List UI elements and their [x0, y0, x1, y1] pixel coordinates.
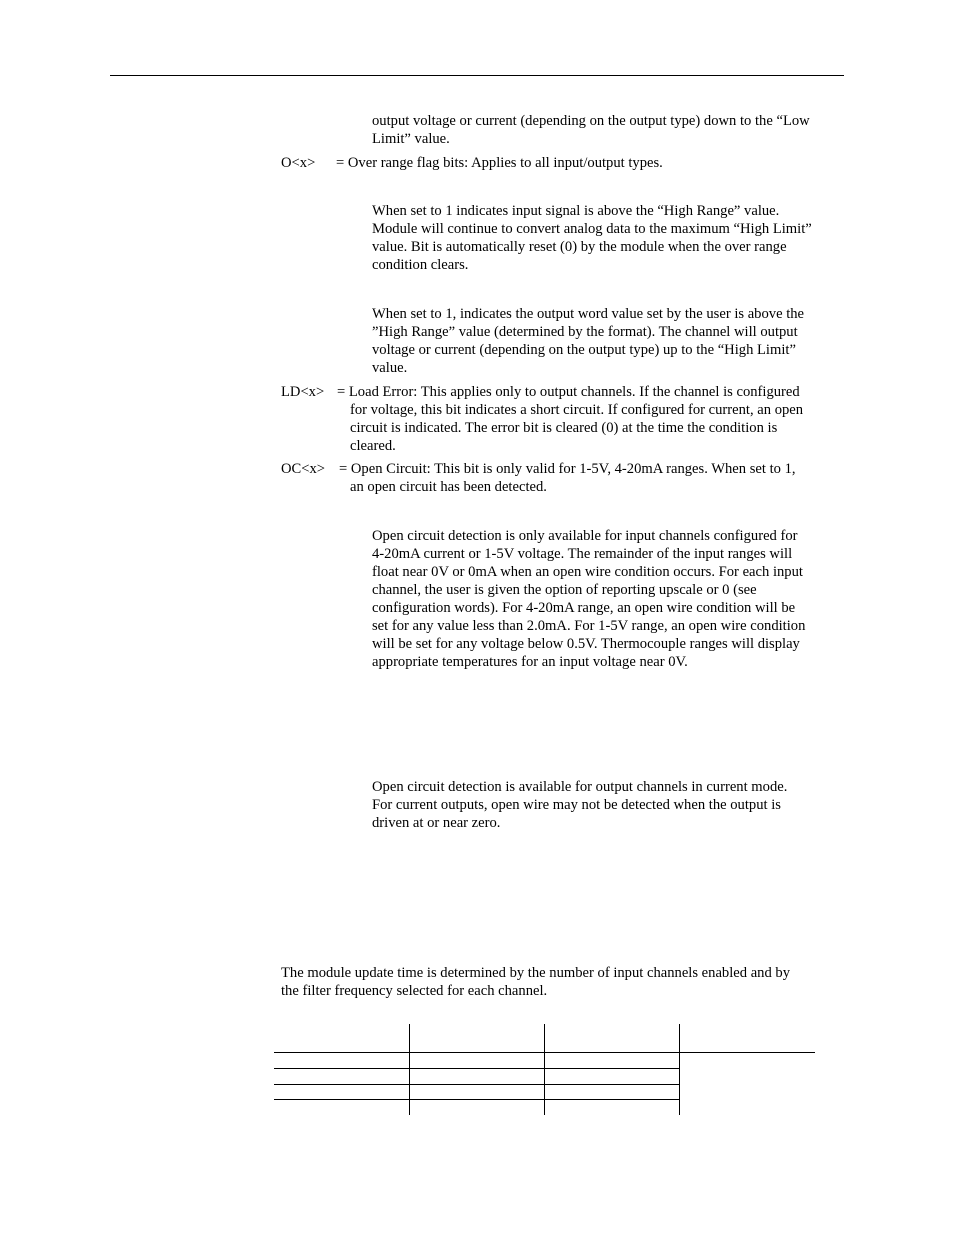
text-line: an open circuit has been detected. — [350, 479, 547, 495]
text-line: value. Bit is automatically reset (0) by the module when the over range — [372, 239, 787, 255]
table-row-divider — [274, 1084, 679, 1085]
table-row-divider — [274, 1052, 815, 1053]
update-time-paragraph — [281, 964, 790, 1000]
open-circuit-input-description — [372, 527, 805, 671]
over-range-label: O<x> — [281, 155, 316, 171]
text-line: will be set for any voltage below 0.5V. Thermocouple ranges will display — [372, 636, 800, 652]
text-line: cleared. — [350, 438, 396, 454]
open-circuit-continuation — [350, 478, 547, 496]
text-line: configuration words). For 4-20mA range, an open wire condition will be — [372, 600, 796, 616]
load-error-continuation — [350, 401, 803, 455]
text-line: voltage or current (depending on the output type) up to the “High Limit” — [372, 342, 796, 358]
open-circuit-label: OC<x> — [281, 461, 326, 477]
text-line: For current outputs, open wire may not be detected when the output is — [372, 797, 781, 813]
text-line: driven at or near zero. — [372, 815, 501, 831]
load-error-label: LD<x> — [281, 384, 325, 400]
over-range-input-description — [372, 202, 812, 274]
over-range-output-description — [372, 305, 804, 377]
text-line: 4-20mA current or 1-5V voltage. The remainder of the input ranges will — [372, 546, 793, 562]
text-line: channel, the user is given the option of reporting upscale or 0 (see — [372, 582, 757, 598]
text-line: set for any value less than 2.0mA. For 1-5V range, an open wire condition — [372, 618, 806, 634]
text-line: condition clears. — [372, 257, 469, 273]
text-line: Open circuit detection is available for output channels in current mode. — [372, 779, 788, 795]
table-row-divider — [274, 1099, 679, 1100]
text-line: circuit is indicated. The error bit is cleared (0) at the time the condition is — [350, 420, 778, 436]
under-range-continuation — [372, 112, 810, 148]
text-line: When set to 1, indicates the output word value set by the user is above the — [372, 306, 805, 322]
open-circuit-definition: = Open Circuit: This bit is only valid for 1-5V, 4-20mA ranges. When set to 1, — [339, 461, 796, 477]
text-line: The module update time is determined by the number of input channels enabled and by — [281, 965, 791, 981]
over-range-definition: = Over range flag bits: Applies to all input/output types. — [336, 155, 663, 171]
text-line: float near 0V or 0mA when an open wire condition occurs. For each input — [372, 564, 803, 580]
text-line: ”High Range” value (determined by the format). The channel will output — [372, 324, 798, 340]
open-circuit-output-description — [372, 778, 787, 832]
text-line: value. — [372, 360, 408, 376]
load-error-definition: = Load Error: This applies only to output channels. If the channel is configured — [337, 384, 800, 400]
text-line: Open circuit detection is only available for input channels configured for — [372, 528, 798, 544]
text-line: When set to 1 indicates input signal is above the “High Range” value. — [372, 203, 780, 219]
text-line: Module will continue to convert analog data to the maximum “High Limit” — [372, 221, 812, 237]
table-row-divider — [274, 1068, 679, 1069]
text-line: appropriate temperatures for an input voltage near 0V. — [372, 654, 688, 670]
text-line: Limit” value. — [372, 131, 450, 147]
table-column-divider — [679, 1024, 680, 1115]
table-column-divider — [409, 1024, 410, 1115]
table-column-divider — [544, 1024, 545, 1115]
header-rule — [110, 75, 844, 76]
text-line: for voltage, this bit indicates a short circuit. If configured for current, an open — [350, 402, 804, 418]
update-time-table — [274, 1024, 815, 1115]
text-line: the filter frequency selected for each channel. — [281, 983, 548, 999]
text-line: output voltage or current (depending on the output type) down to the “Low — [372, 113, 810, 129]
